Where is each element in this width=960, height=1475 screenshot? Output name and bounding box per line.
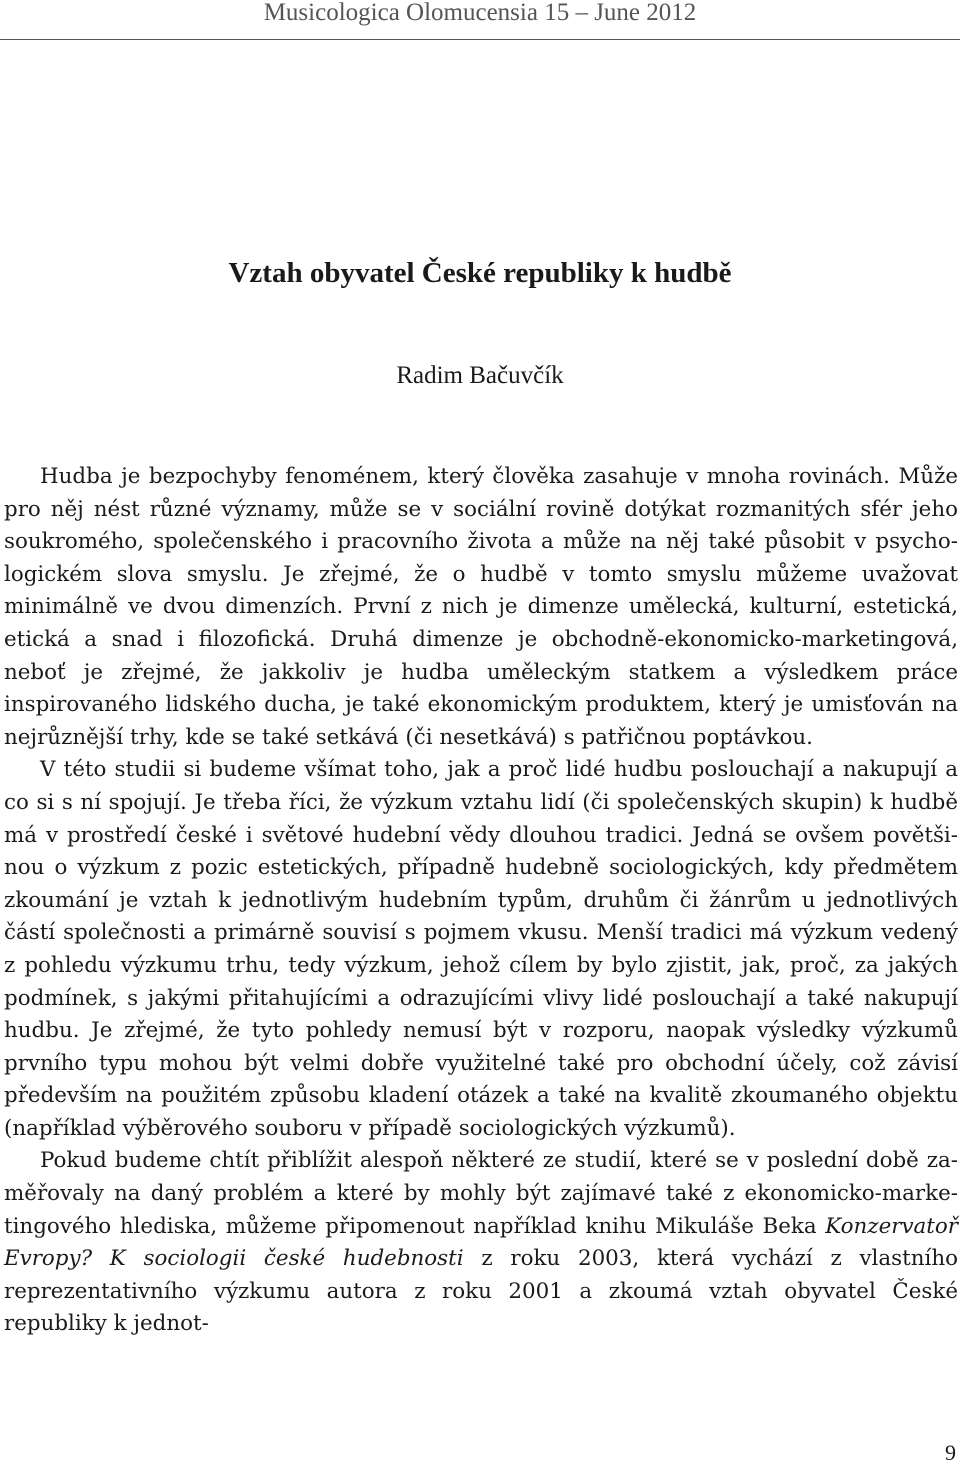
paragraph-3	[4, 1145, 958, 1341]
book-title: Konzervatoř Evropy? K sociologii české hudebnosti	[4, 1213, 958, 1272]
paragraph-3-text-start: Pokud budeme chtít přiblížit alespoň některé ze studií, které se v poslední době zaměřovaly na daný problém a které by mohly být zajímavé také z ekonomicko-marketingového hlediska, můžeme připomenout například knihu Mikuláše Beka	[4, 1148, 958, 1239]
article-title: Vztah obyvatel České republiky k hudbě	[228, 257, 732, 289]
paragraph-1: Hudba je bezpochyby fenoménem, který člověka zasahuje v mnoha rovinách. Může pro něj nést různé významy, může se v sociální rovině dotýkat rozmanitých sfér jeho soukromého, společenského i pracovního života a může na něj také působit v psychologickém slova smyslu. Je zřejmé, že o hudbě v tomto smyslu můžeme uvažovat minimálně ve dvou dimenzích. První z nich je dimenze umělecká, kulturní, estetická, etická a snad i filozofická. Druhá dimenze je obchodně-ekonomicko-marketingová, neboť je zřejmé, že jakkoliv je hudba uměleckým statkem a výsledkem práce inspirovaného lidského ducha, je také ekonomickým produktem, který je umisťován na nejrůznější trhy, kde se také setkává (či nesetkává) s patřičnou poptávkou.	[4, 464, 958, 750]
header-rule	[0, 39, 960, 40]
paragraph-2: V této studii si budeme všímat toho, jak a proč lidé hudbu poslouchají a nakupují a co si s ní spojují. Je třeba říci, že výzkum vztahu lidí (či společenských skupin) k hudbě má v prostředí české i světové hudební vědy dlouhou tradici. Jedná se ovšem povětšinou o výzkum z pozic estetických, případně hudebně sociologických, kdy předmětem zkoumání je vztah k jednotlivým hudebním typům, druhům či žánrům u jednotlivých částí společnosti a primárně souvisí s pojmem vkusu. Menší tradici má výzkum vedený z pohledu výzkumu trhu, tedy výzkum, jehož cílem by bylo zjistit, jak, proč, za jakých podmínek, s jakými přitahujícími a odrazujícími vlivy lidé poslouchají a také nakupují hudbu. Je zřejmé, že tyto pohledy nemusí být v rozporu, naopak výsledky výzkumů prvního typu mohou být velmi dobře využitelné také pro obchodní účely, což závisí především na použitém způsobu kladení otázek a také na kvalitě zkoumaného objektu (například výběrového souboru v případě sociologických výzkumů).	[4, 757, 958, 1141]
article-body	[4, 461, 958, 1341]
paragraph-3-text-end: z roku 2003, která vychází z vlastního reprezentativního výzkumu autora z roku 2001 a zkoumá vztah obyvatel České republiky k jednot-	[4, 1246, 958, 1337]
running-header: Musicologica Olomucensia 15 – June 2012	[263, 0, 697, 26]
article-author: Radim Bačuvčík	[396, 362, 564, 389]
page-number: 9	[945, 1440, 956, 1465]
